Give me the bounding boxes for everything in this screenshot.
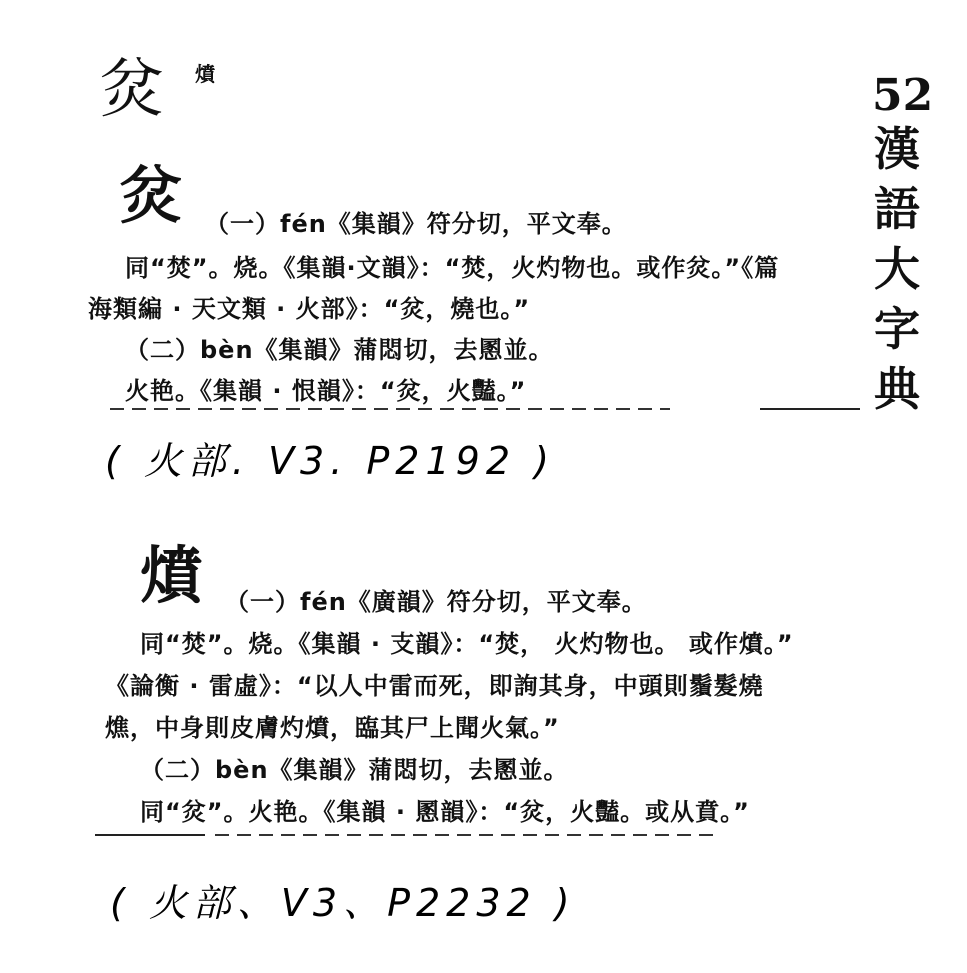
entry-headword: 燌 [140,539,203,612]
side-title-char: 大 [874,242,920,296]
entry-line: （一）fén《集韻》符分切，平文奉。 [205,210,627,238]
entry-headword: 炃 [120,159,183,232]
handwritten-reference-note: ( 火部、V3、P2232 ) [110,881,576,925]
entry-line: 同“焚”。烧。《集韻·文韻》：“焚，火灼物也。或作炃。”《篇 [125,254,780,282]
entry-line: 《論衡 · 雷虛》：“以人中雷而死，即詢其身，中頭則鬚髮燒 [105,672,764,700]
header-main-character: 炃 [100,53,164,127]
entry-line: 火艳。《集韻 · 恨韻》：“炃，火豔。” [125,377,527,405]
entry-line: 同“炃”。火艳。《集韻 · 慁韻》：“炃，火豔。或从賁。” [140,798,750,826]
page-number: 52 [872,70,934,121]
divider-line [215,834,715,836]
entry-line: 同“焚”。烧。《集韻 · 支韻》：“焚， 火灼物也。 或作燌。” [140,630,794,658]
divider-line [760,408,860,410]
side-title-char: 字 [874,302,920,356]
divider-line [95,834,205,836]
side-title-char: 漢 [874,122,920,176]
entry-line: 海類編 · 天文類 · 火部》：“炃，燒也。” [88,295,531,323]
entry-line: （一）fén《廣韻》符分切，平文奉。 [225,588,647,616]
entry-line: （二）bèn《集韻》蒲悶切，去慁並。 [140,756,569,784]
entry-line: （二）bèn《集韻》蒲悶切，去慁並。 [125,336,554,364]
handwritten-reference-note: ( 火部. V3. P2192 ) [105,439,555,483]
side-title-char: 語 [874,182,920,236]
header-variant-character: 燌 [195,62,215,86]
side-title [862,122,932,426]
entry-line: 燋，中身則皮膚灼燌，臨其尸上聞火氣。” [105,714,560,742]
divider-line [110,408,670,410]
side-title-char: 典 [874,362,920,416]
